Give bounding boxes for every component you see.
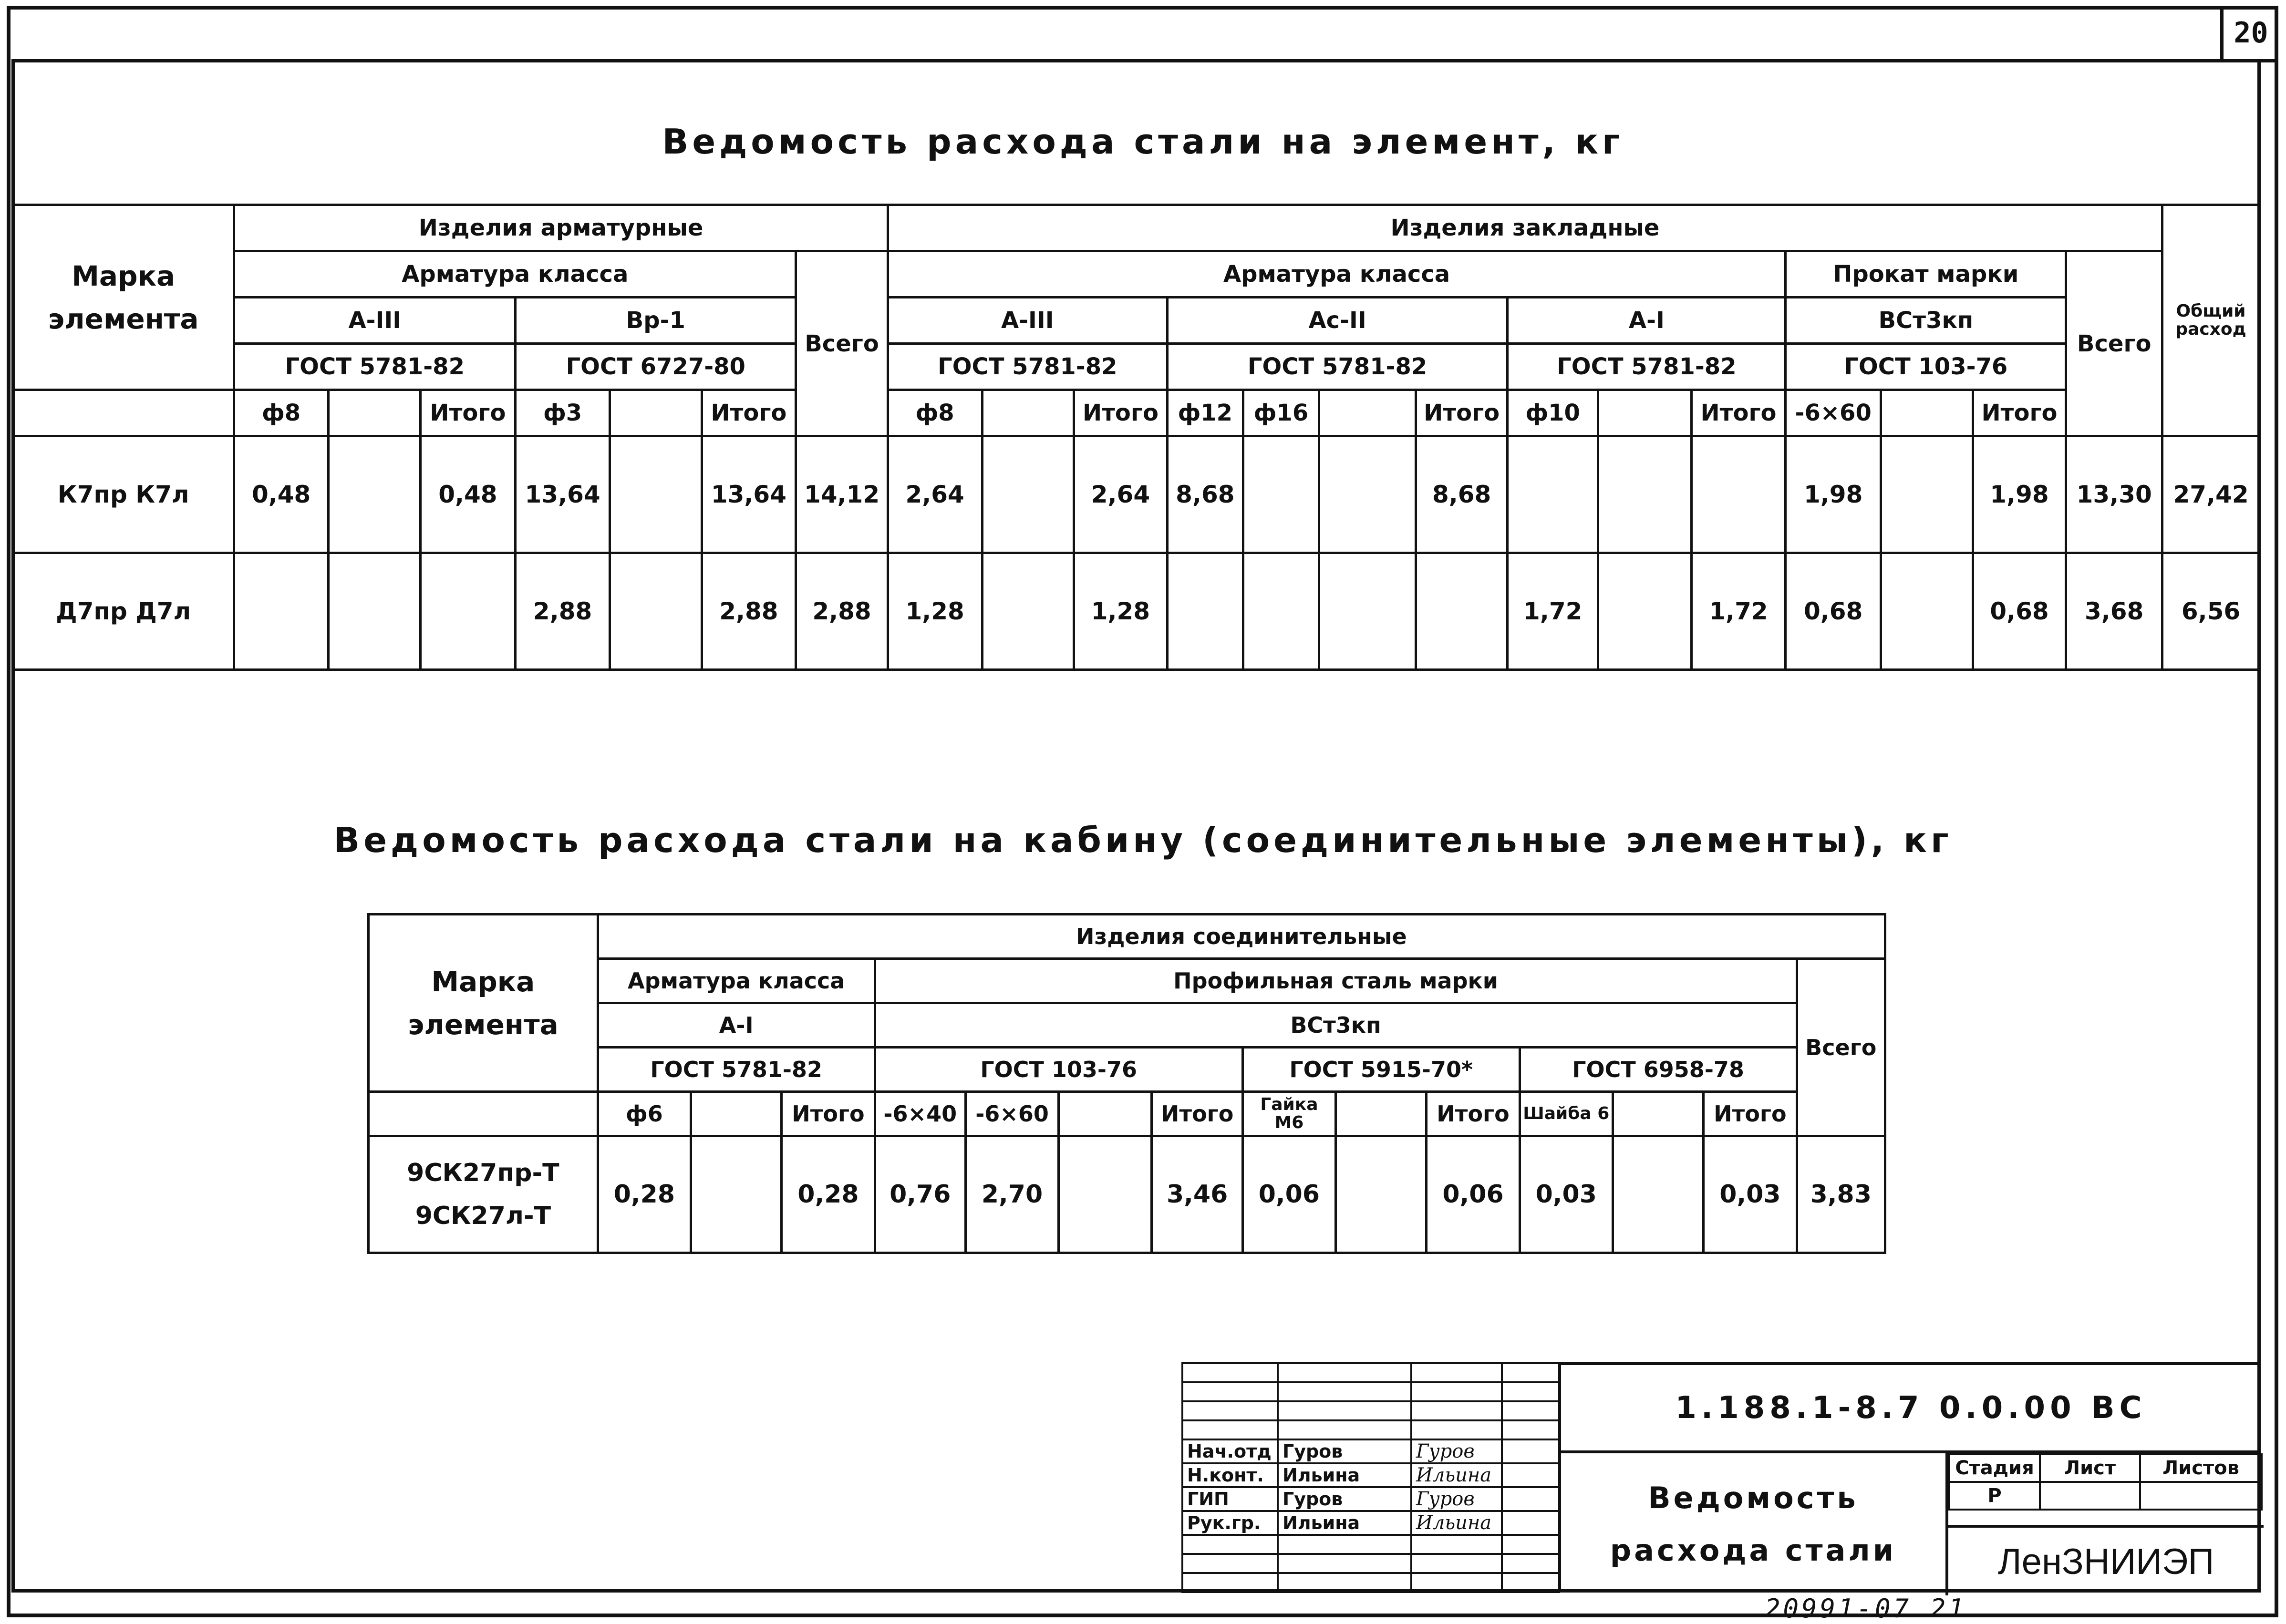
signature	[1411, 1463, 1502, 1487]
role-label: Рук.гр.	[1182, 1511, 1278, 1535]
gost-5: ГОСТ 5781-82	[1508, 344, 1786, 390]
value-cell	[1243, 553, 1319, 670]
blank-cell	[1182, 1420, 1278, 1439]
dia-cell: ф16	[1243, 390, 1319, 436]
blank-cell	[1182, 1382, 1278, 1401]
value-cell: 14,12	[796, 436, 888, 553]
subtotal-cell: Итого	[1416, 390, 1508, 436]
role-label: Н.конт.	[1182, 1463, 1278, 1487]
value-cell	[982, 436, 1074, 553]
blank-cell	[1502, 1554, 1559, 1573]
value-cell	[1319, 436, 1416, 553]
row-mark: Д7пр Д7л	[13, 553, 234, 670]
value-cell: 2,64	[888, 436, 982, 553]
organization-name: ЛенЗНИИЭП	[1948, 1525, 2264, 1595]
class-ac2: Ас-II	[1167, 298, 1508, 344]
row-mark: 9СК27пр-Т 9СК27л-Т	[369, 1136, 598, 1253]
approval-grid	[1181, 1362, 1560, 1593]
value-cell	[1508, 436, 1598, 553]
dia-cell: ф6	[598, 1092, 691, 1136]
value-cell: 0,03	[1520, 1136, 1613, 1253]
value-cell: 0,28	[598, 1136, 691, 1253]
header-rebar-items: Изделия арматурные	[234, 205, 888, 251]
subtotal-cell: Итого	[1152, 1092, 1242, 1136]
subtotal-cell: Итого	[702, 390, 796, 436]
header-rebar-class: Арматура класса	[234, 251, 796, 298]
value-cell	[610, 553, 702, 670]
value-cell: 27,42	[2162, 436, 2260, 553]
row-mark: К7пр К7л	[13, 436, 234, 553]
blank-cell	[1278, 1554, 1411, 1573]
value-cell	[1881, 436, 1973, 553]
class-a3: А-III	[234, 298, 516, 344]
header-embedded-items: Изделия закладные	[888, 205, 2162, 251]
value-cell	[328, 553, 420, 670]
value-cell	[1691, 436, 1786, 553]
sheet-header: Лист	[2040, 1454, 2140, 1482]
stage-value: Р	[1949, 1482, 2040, 1510]
value-cell: 2,88	[516, 553, 610, 670]
signature-mark: Ильина	[1416, 1464, 1492, 1486]
value-cell: 0,06	[1427, 1136, 1520, 1253]
value-cell	[234, 553, 329, 670]
dia-cell: ф3	[516, 390, 610, 436]
value-cell	[1059, 1136, 1152, 1253]
dia-cell: -6×60	[1786, 390, 1881, 436]
blank-cell	[1411, 1401, 1502, 1420]
class-a3b: А-III	[888, 298, 1167, 344]
approval-row	[1182, 1511, 1559, 1535]
signature	[1411, 1487, 1502, 1511]
blank-cell	[1182, 1573, 1278, 1592]
class-a1: А-I	[598, 1003, 875, 1048]
col-total-rebar: Всего	[796, 251, 888, 436]
header-connecting-items: Изделия соединительные	[598, 915, 1885, 959]
value-cell: 8,68	[1167, 436, 1243, 553]
value-cell	[1336, 1136, 1427, 1253]
blank-cell	[1411, 1420, 1502, 1439]
gost-1: ГОСТ 5781-82	[598, 1048, 875, 1092]
value-cell: 1,98	[1973, 436, 2066, 553]
title-block	[1181, 1362, 2261, 1593]
sheet-number: 20	[2220, 7, 2278, 62]
blank-cell	[1613, 1092, 1703, 1136]
table-row	[369, 1136, 1885, 1253]
blank-cell	[1502, 1463, 1559, 1487]
blank-cell	[1502, 1382, 1559, 1401]
person-name: Гуров	[1278, 1487, 1411, 1511]
approval-row	[1182, 1439, 1559, 1463]
person-name: Ильина	[1278, 1463, 1411, 1487]
value-cell: 0,68	[1786, 553, 1881, 670]
blank-cell	[1502, 1573, 1559, 1592]
blank-cell	[982, 390, 1074, 436]
col-total: Всего	[1797, 959, 1885, 1136]
dia-cell: ф8	[234, 390, 329, 436]
table2-title: Ведомость расхода стали на кабину (соединительные элементы), кг	[333, 820, 1953, 860]
value-cell: 1,28	[888, 553, 982, 670]
value-cell	[982, 553, 1074, 670]
value-cell	[1881, 553, 1973, 670]
value-cell	[1416, 553, 1508, 670]
blank-cell	[1319, 390, 1416, 436]
blank-cell	[1278, 1401, 1411, 1420]
value-cell: 0,03	[1704, 1136, 1797, 1253]
col-mark: Марка элемента	[13, 205, 234, 390]
value-cell	[1167, 553, 1243, 670]
value-cell: 13,30	[2066, 436, 2162, 553]
blank-cell	[1278, 1363, 1411, 1382]
subtotal-cell: Итого	[782, 1092, 875, 1136]
value-cell	[610, 436, 702, 553]
blank-cell	[1411, 1554, 1502, 1573]
col-overall: Общий расход	[2162, 205, 2260, 436]
person-name: Ильина	[1278, 1511, 1411, 1535]
blank-cell	[1502, 1535, 1559, 1554]
value-cell: 1,72	[1508, 553, 1598, 670]
value-cell	[420, 553, 516, 670]
blank-cell	[1182, 1401, 1278, 1420]
value-cell: 13,64	[702, 436, 796, 553]
gost-2: ГОСТ 103-76	[875, 1048, 1242, 1092]
signature-mark: Гуров	[1416, 1440, 1475, 1462]
document-code: 1.188.1-8.7 0.0.00 ВС	[1561, 1365, 2261, 1453]
blank-cell	[1502, 1511, 1559, 1535]
blank-cell	[1598, 390, 1692, 436]
blank-cell	[369, 1092, 598, 1136]
header-rebar-class: Арматура класса	[598, 959, 875, 1003]
approval-row	[1182, 1487, 1559, 1511]
blank-cell	[1278, 1573, 1411, 1592]
sheets-header: Листов	[2140, 1454, 2262, 1482]
blank-cell	[1411, 1535, 1502, 1554]
blank-cell	[1502, 1363, 1559, 1382]
value-cell: 3,46	[1152, 1136, 1242, 1253]
blank-cell	[1278, 1420, 1411, 1439]
role-label: Нач.отд	[1182, 1439, 1278, 1463]
value-cell: 8,68	[1416, 436, 1508, 553]
value-cell: 1,98	[1786, 436, 1881, 553]
value-cell: 0,76	[875, 1136, 965, 1253]
blank-cell	[1502, 1487, 1559, 1511]
signature	[1411, 1439, 1502, 1463]
value-cell	[1613, 1136, 1703, 1253]
table-row	[13, 436, 2260, 553]
table-row	[13, 553, 2260, 670]
table1-title: Ведомость расхода стали на элемент, кг	[662, 122, 1624, 162]
dia-cell: ф10	[1508, 390, 1598, 436]
document-title: Ведомость расхода стали	[1561, 1453, 1948, 1595]
blank-cell	[1278, 1382, 1411, 1401]
value-cell: 2,88	[702, 553, 796, 670]
value-cell: 1,72	[1691, 553, 1786, 670]
gost-3: ГОСТ 5915-70*	[1242, 1048, 1520, 1092]
blank-cell	[691, 1092, 782, 1136]
blank-cell	[1336, 1092, 1427, 1136]
gost-2: ГОСТ 6727-80	[516, 344, 796, 390]
stage-table	[1948, 1453, 2263, 1511]
blank-cell	[2140, 1482, 2262, 1510]
blank-cell	[1502, 1420, 1559, 1439]
subtotal-cell: Итого	[1691, 390, 1786, 436]
class-vst: ВСт3кп	[1786, 298, 2066, 344]
blank-cell	[13, 390, 234, 436]
gost-4: ГОСТ 5781-82	[1167, 344, 1508, 390]
nut-cell: Гайка М6	[1242, 1092, 1335, 1136]
value-cell: 3,83	[1797, 1136, 1885, 1253]
value-cell: 3,68	[2066, 553, 2162, 670]
header-profile-steel: Профильная сталь марки	[875, 959, 1797, 1003]
blank-cell	[1502, 1401, 1559, 1420]
value-cell: 0,68	[1973, 553, 2066, 670]
value-cell: 1,28	[1074, 553, 1168, 670]
class-vst: ВСт3кп	[875, 1003, 1797, 1048]
col-total-embedded: Всего	[2066, 251, 2162, 436]
blank-cell	[1182, 1554, 1278, 1573]
subtotal-cell: Итого	[1973, 390, 2066, 436]
blank-cell	[1059, 1092, 1152, 1136]
gost-1: ГОСТ 5781-82	[234, 344, 516, 390]
header-rebar-class-2: Арматура класса	[888, 251, 1786, 298]
header-rolled: Прокат марки	[1786, 251, 2066, 298]
blank-cell	[328, 390, 420, 436]
signature-mark: Гуров	[1416, 1488, 1475, 1510]
person-name: Гуров	[1278, 1439, 1411, 1463]
blank-cell	[1278, 1535, 1411, 1554]
signature	[1411, 1511, 1502, 1535]
gost-3: ГОСТ 5781-82	[888, 344, 1167, 390]
value-cell	[1598, 436, 1692, 553]
blank-cell	[1411, 1363, 1502, 1382]
signature-mark: Ильина	[1416, 1512, 1492, 1534]
value-cell	[691, 1136, 782, 1253]
value-cell: 2,88	[796, 553, 888, 670]
value-cell: 0,48	[234, 436, 329, 553]
title-block-main	[1558, 1362, 2261, 1593]
blank-cell	[610, 390, 702, 436]
value-cell: 2,64	[1074, 436, 1168, 553]
col-mark: Марка элемента	[369, 915, 598, 1092]
blank-cell	[1182, 1363, 1278, 1382]
value-cell	[1319, 553, 1416, 670]
size-cell: -6×60	[965, 1092, 1058, 1136]
blank-cell	[1881, 390, 1973, 436]
steel-per-element-table	[11, 204, 2261, 671]
subtotal-cell: Итого	[1427, 1092, 1520, 1136]
value-cell: 6,56	[2162, 553, 2260, 670]
value-cell: 13,64	[516, 436, 610, 553]
archive-number: 20991-07 21	[1765, 1593, 1967, 1624]
value-cell	[1598, 553, 1692, 670]
value-cell: 2,70	[965, 1136, 1058, 1253]
dia-cell: ф12	[1167, 390, 1243, 436]
stage-header: Стадия	[1949, 1454, 2040, 1482]
subtotal-cell: Итого	[1074, 390, 1168, 436]
value-cell	[328, 436, 420, 553]
value-cell: 0,48	[420, 436, 516, 553]
subtotal-cell: Итого	[1704, 1092, 1797, 1136]
size-cell: -6×40	[875, 1092, 965, 1136]
value-cell: 0,28	[782, 1136, 875, 1253]
class-a1: А-I	[1508, 298, 1786, 344]
washer-cell: Шайба 6	[1520, 1092, 1613, 1136]
value-cell: 0,06	[1242, 1136, 1335, 1253]
blank-cell	[1411, 1573, 1502, 1592]
steel-per-cabin-table	[367, 913, 1886, 1254]
dia-cell: ф8	[888, 390, 982, 436]
value-cell	[1243, 436, 1319, 553]
role-label: ГИП	[1182, 1487, 1278, 1511]
gost-4: ГОСТ 6958-78	[1520, 1048, 1797, 1092]
blank-cell	[1502, 1439, 1559, 1463]
blank-cell	[1182, 1535, 1278, 1554]
class-vr1: Вр-1	[516, 298, 796, 344]
gost-6: ГОСТ 103-76	[1786, 344, 2066, 390]
approval-row	[1182, 1463, 1559, 1487]
blank-cell	[2040, 1482, 2140, 1510]
blank-cell	[1411, 1382, 1502, 1401]
subtotal-cell: Итого	[420, 390, 516, 436]
